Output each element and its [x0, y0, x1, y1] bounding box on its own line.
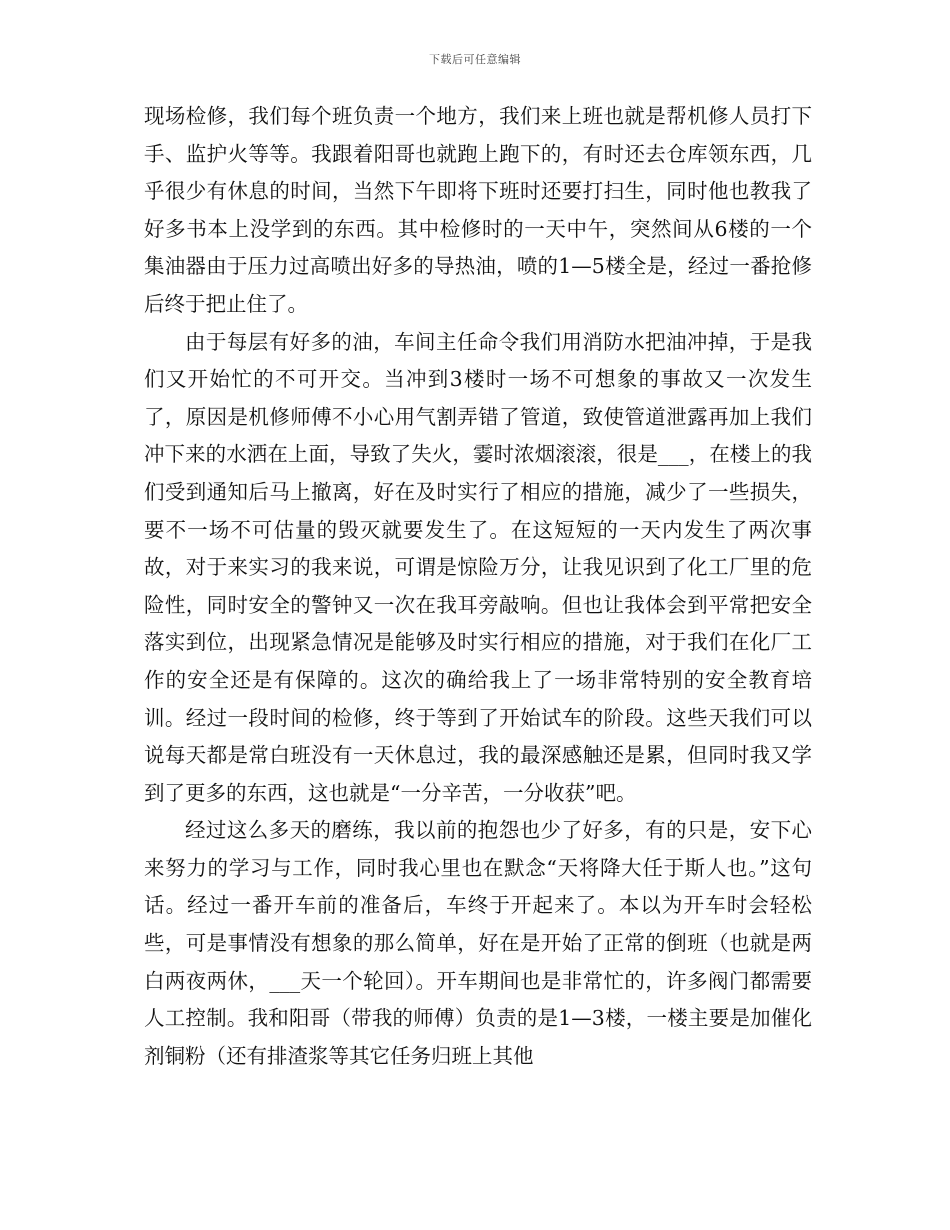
page-header: 下载后可任意编辑 — [429, 53, 521, 66]
paragraph-2: 由于每层有好多的油，车间主任命令我们用消防水把油冲掉，于是我们又开始忙的不可开交。当冲到3楼时一场不可想象的事故又一次发生了，原因是机修师傅不小心用气割弄错了管道，致使管道泄露再加上我们冲下来的水洒在上面，导致了失火，霎时浓烟滚滚，很是___，在楼上的我们受到通知后马上撤离，好在及时实行了相应的措施，减少了一些损失，要不一场不可估量的毁灭就要发生了。在这短短的一天内发生了两次事故，对于来实习的我来说，可谓是惊险万分，让我见识到了化工厂里的危险性，同时安全的警钟又一次在我耳旁敲响。但也让我体会到平常把安全落实到位，出现紧急情况是能够及时实行相应的措施，对于我们在化厂工作的安全还是有保障的。这次的确给我上了一场非常特别的安全教育培训。经过一段时间的检修，终于等到了开始试车的阶段。这些天我们可以说每天都是常白班没有一天休息过，我的最深感触还是累，但同时我又学到了更多的东西，这也就是“一分辛苦，一分收获”吧。 — [144, 329, 812, 805]
paragraph-3: 经过这么多天的磨练，我以前的抱怨也少了好多，有的只是，安下心来努力的学习与工作，同时我心里也在默念“天将降大任于斯人也。”这句话。经过一番开车前的准备后，车终于开起来了。本以为开车时会轻松些，可是事情没有想象的那么简单，好在是开始了正常的倒班（也就是两白两夜两休，___天一个轮回）。开车期间也是非常忙的，许多阀门都需要人工控制。我和阳哥（带我的师傅）负责的是1—3楼，一楼主要是加催化剂铜粉（还有排渣浆等其它任务归班上其他 — [144, 818, 812, 1068]
document-body — [144, 98, 812, 1075]
paragraph-1: 现场检修，我们每个班负责一个地方，我们来上班也就是帮机修人员打下手、监护火等等。我跟着阳哥也就跑上跑下的，有时还去仓库领东西，几乎很少有休息的时间，当然下午即将下班时还要打扫生，同时他也教我了好多书本上没学到的东西。其中检修时的一天中午，突然间从6楼的一个集油器由于压力过高喷出好多的导热油，喷的1—5楼全是，经过一番抢修后终于把止住了。 — [144, 104, 812, 316]
